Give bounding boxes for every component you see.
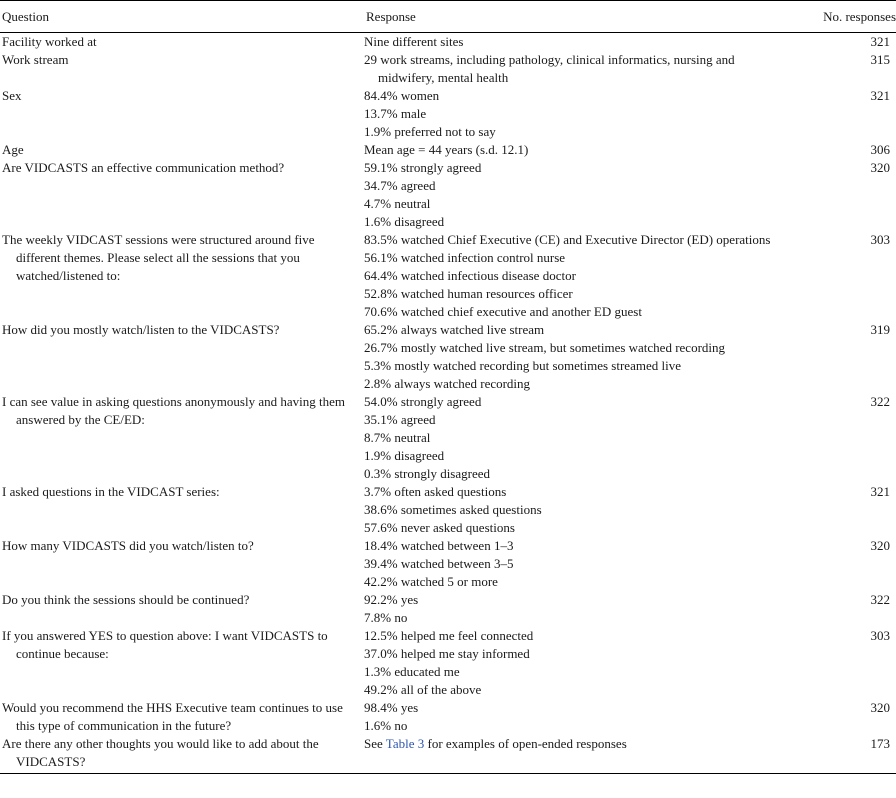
response-line: 5.3% mostly watched recording but sometimes streamed live [364,358,681,373]
question-cell [0,159,364,231]
response-line: 1.6% disagreed [364,214,445,229]
response-line [364,735,788,753]
table-row [0,87,896,141]
table-3-link[interactable]: Table 3 [385,736,425,751]
response-line: 1.9% preferred not to say [364,124,496,139]
table-row [0,33,896,52]
question-cell [0,141,364,159]
response-cell [364,231,796,321]
question-cell [0,33,364,52]
response-cell [364,141,796,159]
response-line: Mean age = 44 years (s.d. 12.1) [364,142,529,157]
response-line: 39.4% watched between 3–5 [364,556,514,571]
response-line: 57.6% never asked questions [364,520,515,535]
question-text: I asked questions in the VIDCAST series: [2,484,220,499]
response-line: 0.3% strongly disagreed [364,466,491,481]
response-line: 42.2% watched 5 or more [364,574,498,589]
response-count: 322 [870,592,890,607]
response-line: 8.7% neutral [364,430,431,445]
response-line: 18.4% watched between 1–3 [364,538,514,553]
table-row [0,321,896,393]
table-row [0,51,896,87]
response-cell [364,51,796,87]
question-text: Do you think the sessions should be continued? [2,592,250,607]
response-cell [364,159,796,231]
response-cell [364,33,796,52]
response-line: 4.7% neutral [364,196,431,211]
response-line: 12.5% helped me feel connected [364,628,534,643]
response-count: 321 [870,34,890,49]
table-row [0,591,896,627]
question-text: Would you recommend the HHS Executive team continues to use this type of communication in the future? [2,700,343,733]
question-text: Work stream [2,52,69,67]
response-cell [364,591,796,627]
header-count: No. responses [796,1,896,33]
table-row [0,231,896,321]
response-count: 303 [870,628,890,643]
response-cell [364,321,796,393]
table-row [0,141,896,159]
response-line: 37.0% helped me stay informed [364,646,530,661]
response-line: 64.4% watched infectious disease doctor [364,268,576,283]
response-count: 321 [870,484,890,499]
response-line: 49.2% all of the above [364,682,482,697]
question-cell [0,537,364,591]
response-line: 2.8% always watched recording [364,376,531,391]
response-count: 315 [870,52,890,67]
response-line: 13.7% male [364,106,427,121]
table-row [0,627,896,699]
question-cell [0,393,364,483]
response-text-before: See [364,736,386,751]
table-row [0,735,896,773]
response-line: 59.1% strongly agreed [364,160,482,175]
header-question: Question [0,1,364,33]
response-cell [364,87,796,141]
question-cell [0,735,364,773]
table-header-row [0,1,896,33]
response-count: 319 [870,322,890,337]
response-line: 54.0% strongly agreed [364,394,482,409]
question-text: The weekly VIDCAST sessions were structured around five different themes. Please select all the sessions that you watched/listened to: [2,232,315,283]
response-cell [364,537,796,591]
response-count: 320 [870,538,890,553]
question-text: I can see value in asking questions anonymously and having them answered by the CE/ED: [2,394,345,427]
response-line: 65.2% always watched live stream [364,322,545,337]
response-cell [364,393,796,483]
response-line: 83.5% watched Chief Executive (CE) and Executive Director (ED) operations [364,232,771,247]
question-text: Are there any other thoughts you would like to add about the VIDCASTS? [2,736,319,769]
response-count: 303 [870,232,890,247]
response-line: 26.7% mostly watched live stream, but sometimes watched recording [364,340,726,355]
table-row [0,537,896,591]
header-response: Response [364,1,796,33]
response-cell [364,483,796,537]
response-line: 98.4% yes [364,700,419,715]
question-text: If you answered YES to question above: I want VIDCASTS to continue because: [2,628,328,661]
response-line: 1.3% educated me [364,664,460,679]
response-line: 29 work streams, including pathology, clinical informatics, nursing and midwifery, mental health [364,52,735,85]
question-text: How did you mostly watch/listen to the VIDCASTS? [2,322,280,337]
question-cell [0,87,364,141]
response-line: 35.1% agreed [364,412,436,427]
response-line: 52.8% watched human resources officer [364,286,573,301]
response-cell [364,627,796,699]
response-line: 34.7% agreed [364,178,436,193]
table-body [0,33,896,774]
question-cell [0,483,364,537]
response-cell [364,699,796,735]
response-text-after: for examples of open-ended responses [424,736,627,751]
response-line: 70.6% watched chief executive and another ED guest [364,304,642,319]
response-count: 320 [870,700,890,715]
table-row [0,393,896,483]
response-count: 173 [870,736,890,751]
table-row [0,699,896,735]
question-cell [0,321,364,393]
response-cell [364,735,796,773]
response-line: 38.6% sometimes asked questions [364,502,542,517]
response-line: 92.2% yes [364,592,419,607]
response-count: 321 [870,88,890,103]
question-cell [0,699,364,735]
response-count: 322 [870,394,890,409]
response-line: Nine different sites [364,34,464,49]
response-count: 320 [870,160,890,175]
question-cell [0,591,364,627]
table-row [0,483,896,537]
question-text: Are VIDCASTS an effective communication method? [2,160,285,175]
response-line: 84.4% women [364,88,440,103]
question-cell [0,627,364,699]
response-count: 306 [870,142,890,157]
table-row [0,159,896,231]
table-bottom-rule [0,773,896,774]
response-line: 56.1% watched infection control nurse [364,250,566,265]
question-cell [0,51,364,87]
question-text: Age [2,142,24,157]
question-text: Sex [2,88,22,103]
question-text: How many VIDCASTS did you watch/listen to? [2,538,254,553]
question-cell [0,231,364,321]
question-text: Facility worked at [2,34,97,49]
response-line: 1.6% no [364,718,408,733]
response-line: 7.8% no [364,610,408,625]
response-line: 1.9% disagreed [364,448,445,463]
response-line: 3.7% often asked questions [364,484,507,499]
